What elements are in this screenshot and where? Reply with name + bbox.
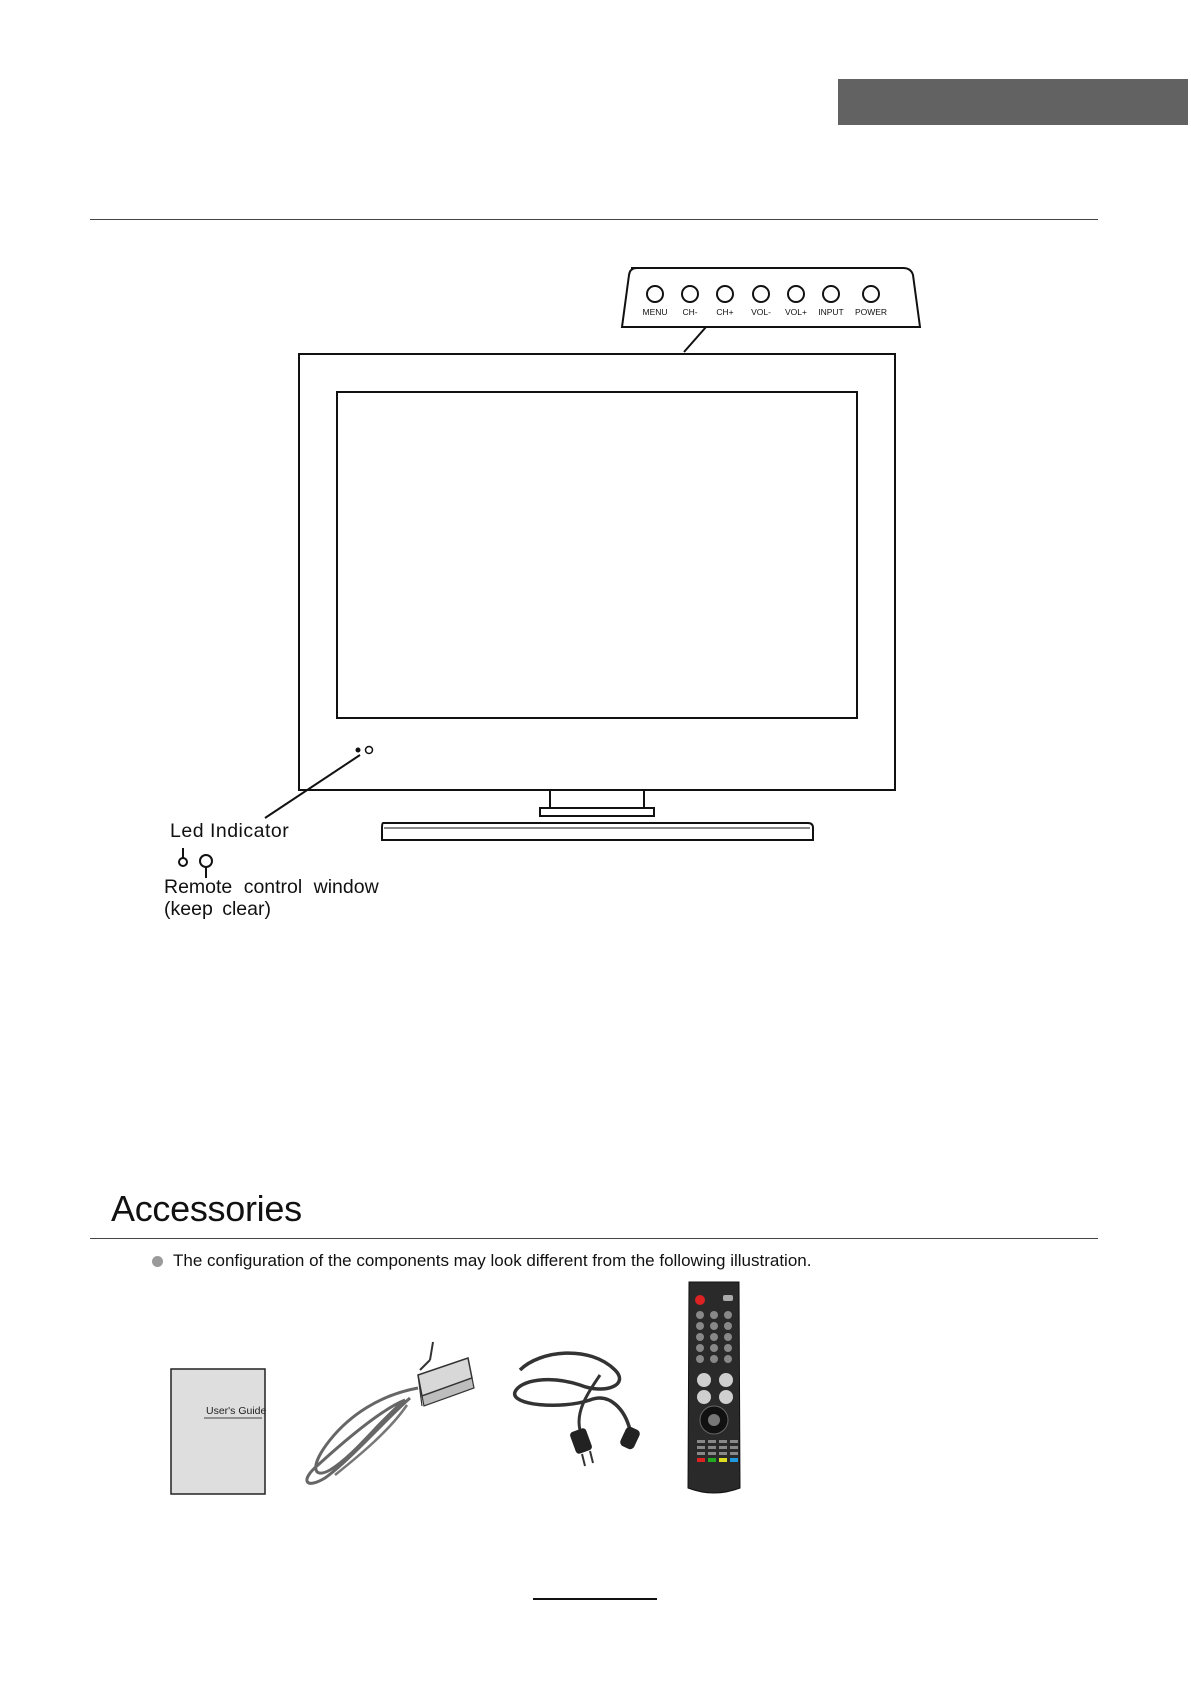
remote-key [697,1452,705,1455]
remote-key [724,1344,732,1352]
accessories-title: Accessories [111,1188,302,1229]
remote-key [719,1446,727,1449]
accessories-divider [90,1238,1098,1239]
tv-screen [337,392,857,718]
paren-open: ( [164,898,171,920]
remote-key [724,1322,732,1330]
stand-base [382,823,813,840]
control-panel-outline [622,268,920,327]
remote-key [696,1311,704,1319]
remote-key [696,1322,704,1330]
button-vol-minus [753,286,769,302]
button-label-ch-minus: CH- [682,307,698,317]
remote-key [719,1440,727,1443]
button-label-vol-plus: VOL+ [785,307,807,317]
remote-key [724,1355,732,1363]
remote-key [730,1446,738,1449]
remote-key [697,1440,705,1443]
remote-window-note [164,898,271,921]
led-indicator-label: Led Indicator [170,820,290,842]
remote-key [710,1355,718,1363]
remote-key [696,1344,704,1352]
remote-window-note-text: keep clear [170,898,265,920]
remote-key [697,1446,705,1449]
ac-adapter-icon [307,1342,474,1483]
stand-neck [550,790,644,808]
remote-key [724,1333,732,1341]
accessories-illustrations [0,1280,1191,1520]
control-buttons [642,286,887,317]
remote-key [696,1355,704,1363]
button-label-menu: MENU [642,307,668,317]
remote-key [724,1311,732,1319]
accessories-note-text: The configuration of the components may look different from the following illustration. [173,1251,812,1270]
button-input [823,286,839,302]
remote-key [708,1446,716,1449]
accessories-note [152,1251,811,1271]
remote-window-symbol [200,855,212,867]
button-menu [647,286,663,302]
remote-key [719,1452,727,1455]
remote-key [730,1452,738,1455]
button-vol-plus [788,286,804,302]
stand-collar [540,808,654,816]
power-cord-icon [515,1353,641,1466]
remote-control-icon [688,1282,740,1493]
paren-close: ) [264,898,271,920]
button-power [863,286,879,302]
remote-key [708,1440,716,1443]
button-ch-minus [682,286,698,302]
svg-text:User's Guide: User's Guide [206,1405,267,1417]
button-label-ch-plus: CH+ [716,307,734,317]
led-pointer [265,755,360,818]
led-symbol [179,858,187,866]
remote-key [730,1440,738,1443]
tv-bezel [299,354,895,790]
remote-key [710,1344,718,1352]
remote-key [696,1333,704,1341]
remote-key [710,1322,718,1330]
button-label-input: INPUT [818,307,844,317]
bullet-icon [152,1256,163,1267]
remote-key [710,1333,718,1341]
control-panel-pointer [684,327,706,352]
page-number-rule [533,1598,657,1600]
remote-window-label: Remote control window [164,876,379,898]
led-dot [356,748,361,753]
button-label-vol-minus: VOL- [751,307,771,317]
button-label-power: POWER [854,307,888,317]
remote-key [708,1452,716,1455]
button-ch-plus [717,286,733,302]
sensor-dot [366,747,373,754]
users-guide-illustration [171,1369,267,1494]
remote-key [710,1311,718,1319]
